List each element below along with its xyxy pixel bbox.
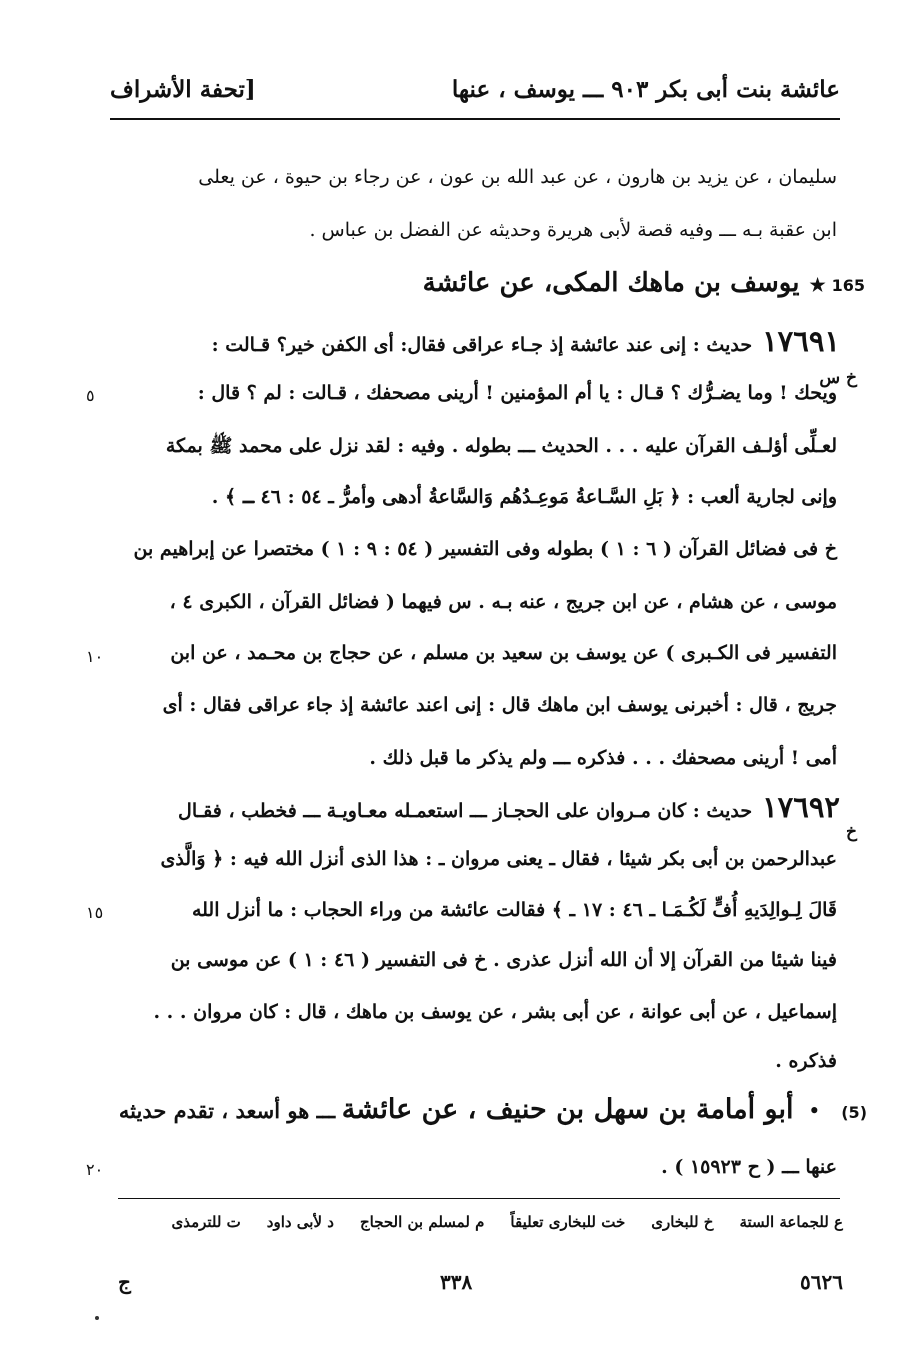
star-icon: ★ <box>809 275 826 296</box>
section-title: يوسف بن ماهك المكى، عن عائشة <box>422 268 800 298</box>
footer-signature: ج <box>118 1270 131 1294</box>
legend-item: خت للبخارى تعليقاً <box>510 1213 626 1231</box>
legend-item: ت للترمذى <box>171 1213 241 1231</box>
hadith-line: ويحك ! وما يضـرُّك ؟ قـال : يا أم المؤمنين ! أرينى مصحفك ، قـالت : لم ؟ قال : <box>197 382 837 404</box>
margin-line-number: ٥ <box>86 386 95 405</box>
person-heading <box>119 1094 867 1125</box>
hadith-siglum: خ <box>846 822 857 842</box>
legend-item: خ للبخارى <box>651 1213 714 1231</box>
hadith-line: فذكره . <box>775 1050 837 1072</box>
hadith-line: ١٧٦٩٢حديث : كان مـروان على الحجـاز ـــ استعمـله معـاويـة ـــ فخطب ، فقـال <box>178 790 840 824</box>
legend-item: م لمسلم بن الحجاج <box>359 1213 485 1231</box>
hadith-line: عبدالرحمن بن أبى بكر شيئا ، فقال ـ يعنى مروان ـ : هذا الذى أنزل الله فيه : ﴿ وَالَّذى <box>160 848 837 870</box>
person-line: عنها ـــ ( ح ١٥٩٢٣ ) . <box>661 1156 837 1178</box>
sigla-legend <box>171 1213 843 1231</box>
hadith-line: لعـلِّى أؤلـف القرآن عليه . . . الحديث ـــ بطوله . وفيه : لقد نزل على محمد ﷺ بمكة <box>165 435 837 457</box>
person-note: ـــ هو أسعد ، تقدم حديثه <box>118 1098 336 1123</box>
legend-item: ع للجماعة الستة <box>739 1213 843 1231</box>
footer-rule <box>118 1198 840 1199</box>
hadith-line: خ فى فضائل القرآن ( ٦ : ١ ) بطوله وفى التفسير ( ٥٤ : ٩ : ١ ) مختصرا عن إبراهيم بن <box>133 538 837 560</box>
hadith-line: موسى ، عن هشام ، عن ابن جريج ، عنه بـه . س فيهما ( فضائل القرآن ، الكبرى ٤ ، <box>169 591 837 613</box>
hadith-line: وإنى لجارية ألعب : ﴿ بَلِ السَّـاعةُ مَوعِـدُهُم وَالسَّاعةُ أدهى وأمرُّ ـ ٥٤ : ٤٦ ـ ﴾ . <box>211 486 837 508</box>
footer-volume-number: ٥٦٢٦ <box>800 1270 843 1294</box>
stray-mark <box>95 1316 99 1320</box>
margin-line-number: ٢٠ <box>86 1160 104 1179</box>
page-number: ٣٣٨ <box>440 1270 473 1294</box>
legend-item: د لأبى داود <box>266 1213 334 1231</box>
hadith-line: جريج ، قال : أخبرنى يوسف ابن ماهك قال : إنى اعند عائشة إذ جاء عراقى فقال : أى <box>162 694 837 716</box>
hadith-line: أمى ! أرينى مصحفك . . . فذكره ـــ ولم يذكر ما قبل ذلك . <box>369 747 837 769</box>
hadith-line: التفسير فى الكـبرى ) عن يوسف بن سعيد بن مسلم ، عن حجاج بن محـمد ، عن ابن <box>170 642 837 664</box>
hadith-number: ١٧٦٩٢ <box>762 790 840 824</box>
footnote-ref: (5) <box>841 1103 867 1122</box>
bullet-icon: • <box>808 1099 821 1123</box>
header-rule <box>110 118 840 120</box>
hadith-line: فينا شيئا من القرآن إلا أن الله أنزل عذرى . خ فى التفسير ( ٤٦ : ١ ) عن موسى بن <box>170 949 837 971</box>
text-line: ابن عقبة بـه ـــ وفيه قصة لأبى هريرة وحديثه عن الفضل بن عباس . <box>309 219 837 241</box>
hadith-line: ١٧٦٩١حديث : إنى عند عائشة إذ جـاء عراقى فقال: أى الكفن خير؟ قـالت : <box>211 324 840 358</box>
hadith-line: إسماعيل ، عن أبى عوانة ، عن أبى بشر ، عن يوسف بن ماهك ، قال : كان مروان . . . <box>153 1001 837 1023</box>
section-heading <box>423 268 865 298</box>
hadith-siglum: خ س <box>819 368 857 388</box>
text-line: سليمان ، عن يزيد بن هارون ، عن عبد الله بن عون ، عن رجاء بن حيوة ، عن يعلى <box>198 166 837 188</box>
section-number: 165 <box>831 276 865 295</box>
hadith-number: ١٧٦٩١ <box>762 324 840 358</box>
person-name: أبو أمامة بن سهل بن حنيف ، عن عائشة <box>341 1094 794 1125</box>
margin-line-number: ١٠ <box>86 647 104 666</box>
hadith-line: قَالَ لِـوالِدَيهِ أُفٍّ لَكُـمَـا ـ ٤٦ : ١٧ ـ ﴾ فقالت عائشة من وراء الحجاب : ما أنزل الله <box>191 899 837 921</box>
running-header-title: عائشة بنت أبى بكر ٩٠٣ ـــ يوسف ، عنها <box>451 76 840 103</box>
running-header-collection: [تحفة الأشراف <box>110 76 256 103</box>
margin-line-number: ١٥ <box>86 903 104 922</box>
